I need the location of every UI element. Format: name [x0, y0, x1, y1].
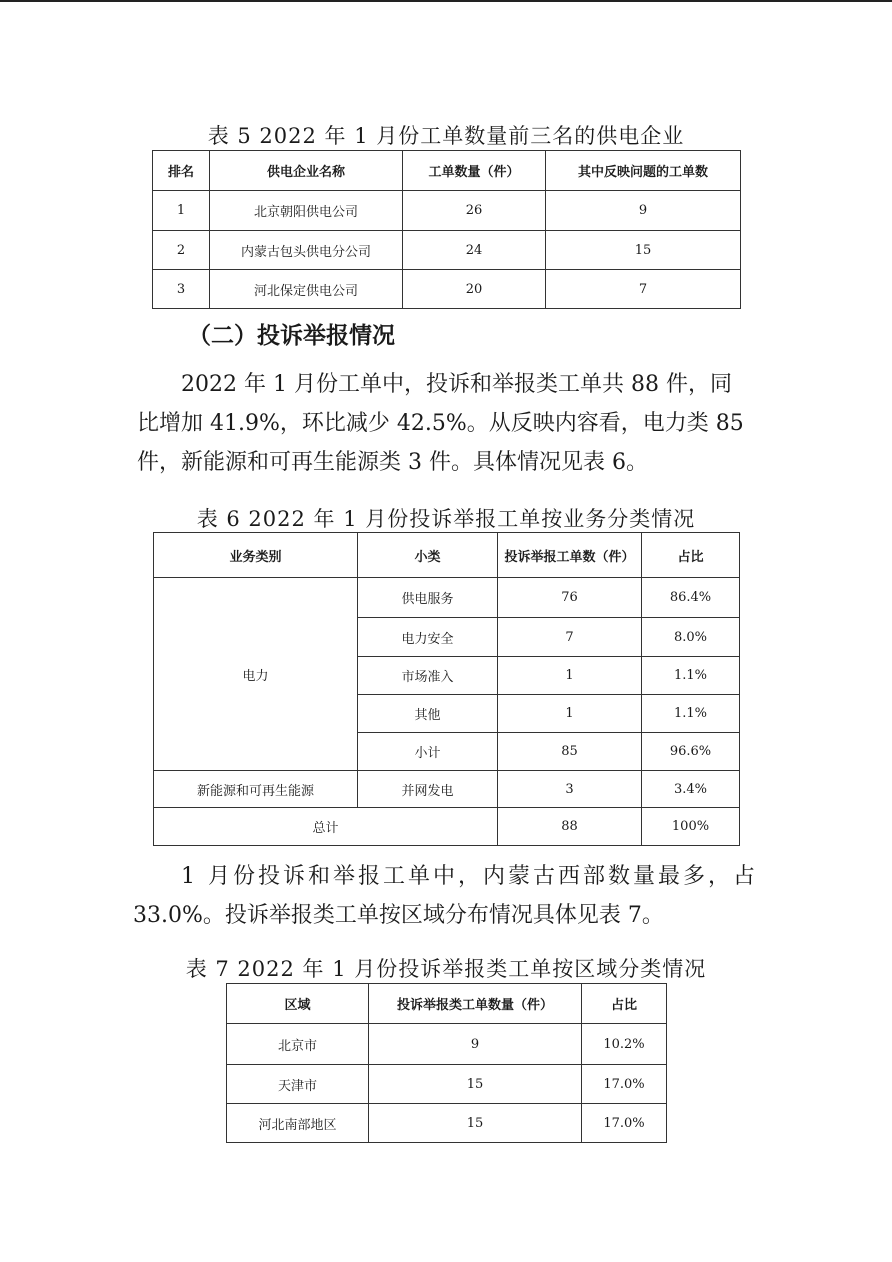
page-top-border	[0, 0, 892, 2]
table7-cell: 17.0%	[582, 1065, 667, 1104]
table6-total-count: 88	[498, 808, 642, 846]
table6-cell: 电力安全	[358, 618, 498, 657]
table6-cell: 3	[498, 771, 642, 808]
paragraph-line: 1 月份投诉和举报工单中，内蒙古西部数量最多，占	[181, 864, 758, 889]
table7	[226, 983, 667, 1143]
table6-cell: 市场准入	[358, 657, 498, 695]
table6-total-label: 总计	[154, 808, 498, 846]
table6-cell: 76	[498, 578, 642, 618]
table6-header-count: 投诉举报工单数（件）	[498, 533, 642, 578]
table-row	[227, 1024, 667, 1065]
table5-header-company: 供电企业名称	[210, 151, 403, 191]
section-heading: （二）投诉举报情况	[188, 323, 395, 349]
table7-cell: 15	[369, 1065, 582, 1104]
table7-cell: 15	[369, 1104, 582, 1143]
table7-cell: 10.2%	[582, 1024, 667, 1065]
table7-cell: 北京市	[227, 1024, 369, 1065]
table5-cell: 北京朝阳供电公司	[210, 191, 403, 231]
table5-cell: 7	[546, 270, 741, 309]
paragraph-line: 33.0%。投诉举报类工单按区域分布情况具体见表 7。	[133, 903, 664, 928]
paragraph-complaints	[137, 365, 759, 482]
table7-header-ratio: 占比	[582, 984, 667, 1024]
table-row	[153, 231, 741, 270]
table-row	[153, 191, 741, 231]
table5-cell: 3	[153, 270, 210, 309]
table7-header-count: 投诉举报类工单数量（件）	[369, 984, 582, 1024]
table6-cell: 1	[498, 657, 642, 695]
table-row	[154, 578, 740, 618]
table6-header-category: 业务类别	[154, 533, 358, 578]
table6-cell: 1	[498, 695, 642, 733]
table5-cell: 24	[403, 231, 546, 270]
table5-cell: 1	[153, 191, 210, 231]
table7-cell: 河北南部地区	[227, 1104, 369, 1143]
table6-cell: 其他	[358, 695, 498, 733]
table5-caption: 表 5 2022 年 1 月份工单数量前三名的供电企业	[207, 124, 685, 148]
table5-cell: 20	[403, 270, 546, 309]
table6-cell: 1.1%	[642, 657, 740, 695]
table6	[153, 532, 740, 846]
table6-total-ratio: 100%	[642, 808, 740, 846]
paragraph-line: 比增加 41.9%，环比减少 42.5%。从反映内容看，电力类 85	[137, 411, 744, 436]
table6-cell: 3.4%	[642, 771, 740, 808]
table6-header-subcategory: 小类	[358, 533, 498, 578]
table5-header-issue-count: 其中反映问题的工单数	[546, 151, 741, 191]
table6-cell: 85	[498, 733, 642, 771]
table5-cell: 26	[403, 191, 546, 231]
table5	[152, 150, 741, 309]
table7-header-region: 区域	[227, 984, 369, 1024]
table5-cell: 2	[153, 231, 210, 270]
paragraph-region	[133, 857, 759, 935]
table7-cell: 9	[369, 1024, 582, 1065]
table6-caption: 表 6 2022 年 1 月份投诉举报工单按业务分类情况	[196, 507, 696, 531]
table7-caption: 表 7 2022 年 1 月份投诉举报类工单按区域分类情况	[185, 957, 707, 981]
table-row	[153, 270, 741, 309]
table5-header-rank: 排名	[153, 151, 210, 191]
table6-cell: 7	[498, 618, 642, 657]
table-row	[154, 808, 740, 846]
paragraph-line: 件，新能源和可再生能源类 3 件。具体情况见表 6。	[137, 450, 648, 475]
table7-cell: 17.0%	[582, 1104, 667, 1143]
table6-group-renewable: 新能源和可再生能源	[154, 771, 358, 808]
table5-header-count: 工单数量（件）	[403, 151, 546, 191]
table-row	[154, 771, 740, 808]
table6-header-ratio: 占比	[642, 533, 740, 578]
table5-cell: 9	[546, 191, 741, 231]
table6-group-power: 电力	[154, 578, 358, 771]
table-row	[227, 1065, 667, 1104]
table6-cell: 1.1%	[642, 695, 740, 733]
table-row	[227, 1104, 667, 1143]
table5-cell: 河北保定供电公司	[210, 270, 403, 309]
table6-cell: 86.4%	[642, 578, 740, 618]
table7-cell: 天津市	[227, 1065, 369, 1104]
paragraph-line: 2022 年 1 月份工单中，投诉和举报类工单共 88 件，同	[181, 372, 732, 397]
table6-cell: 供电服务	[358, 578, 498, 618]
table6-cell: 小计	[358, 733, 498, 771]
table6-cell: 并网发电	[358, 771, 498, 808]
table5-cell: 内蒙古包头供电分公司	[210, 231, 403, 270]
table5-cell: 15	[546, 231, 741, 270]
table6-cell: 96.6%	[642, 733, 740, 771]
table6-cell: 8.0%	[642, 618, 740, 657]
